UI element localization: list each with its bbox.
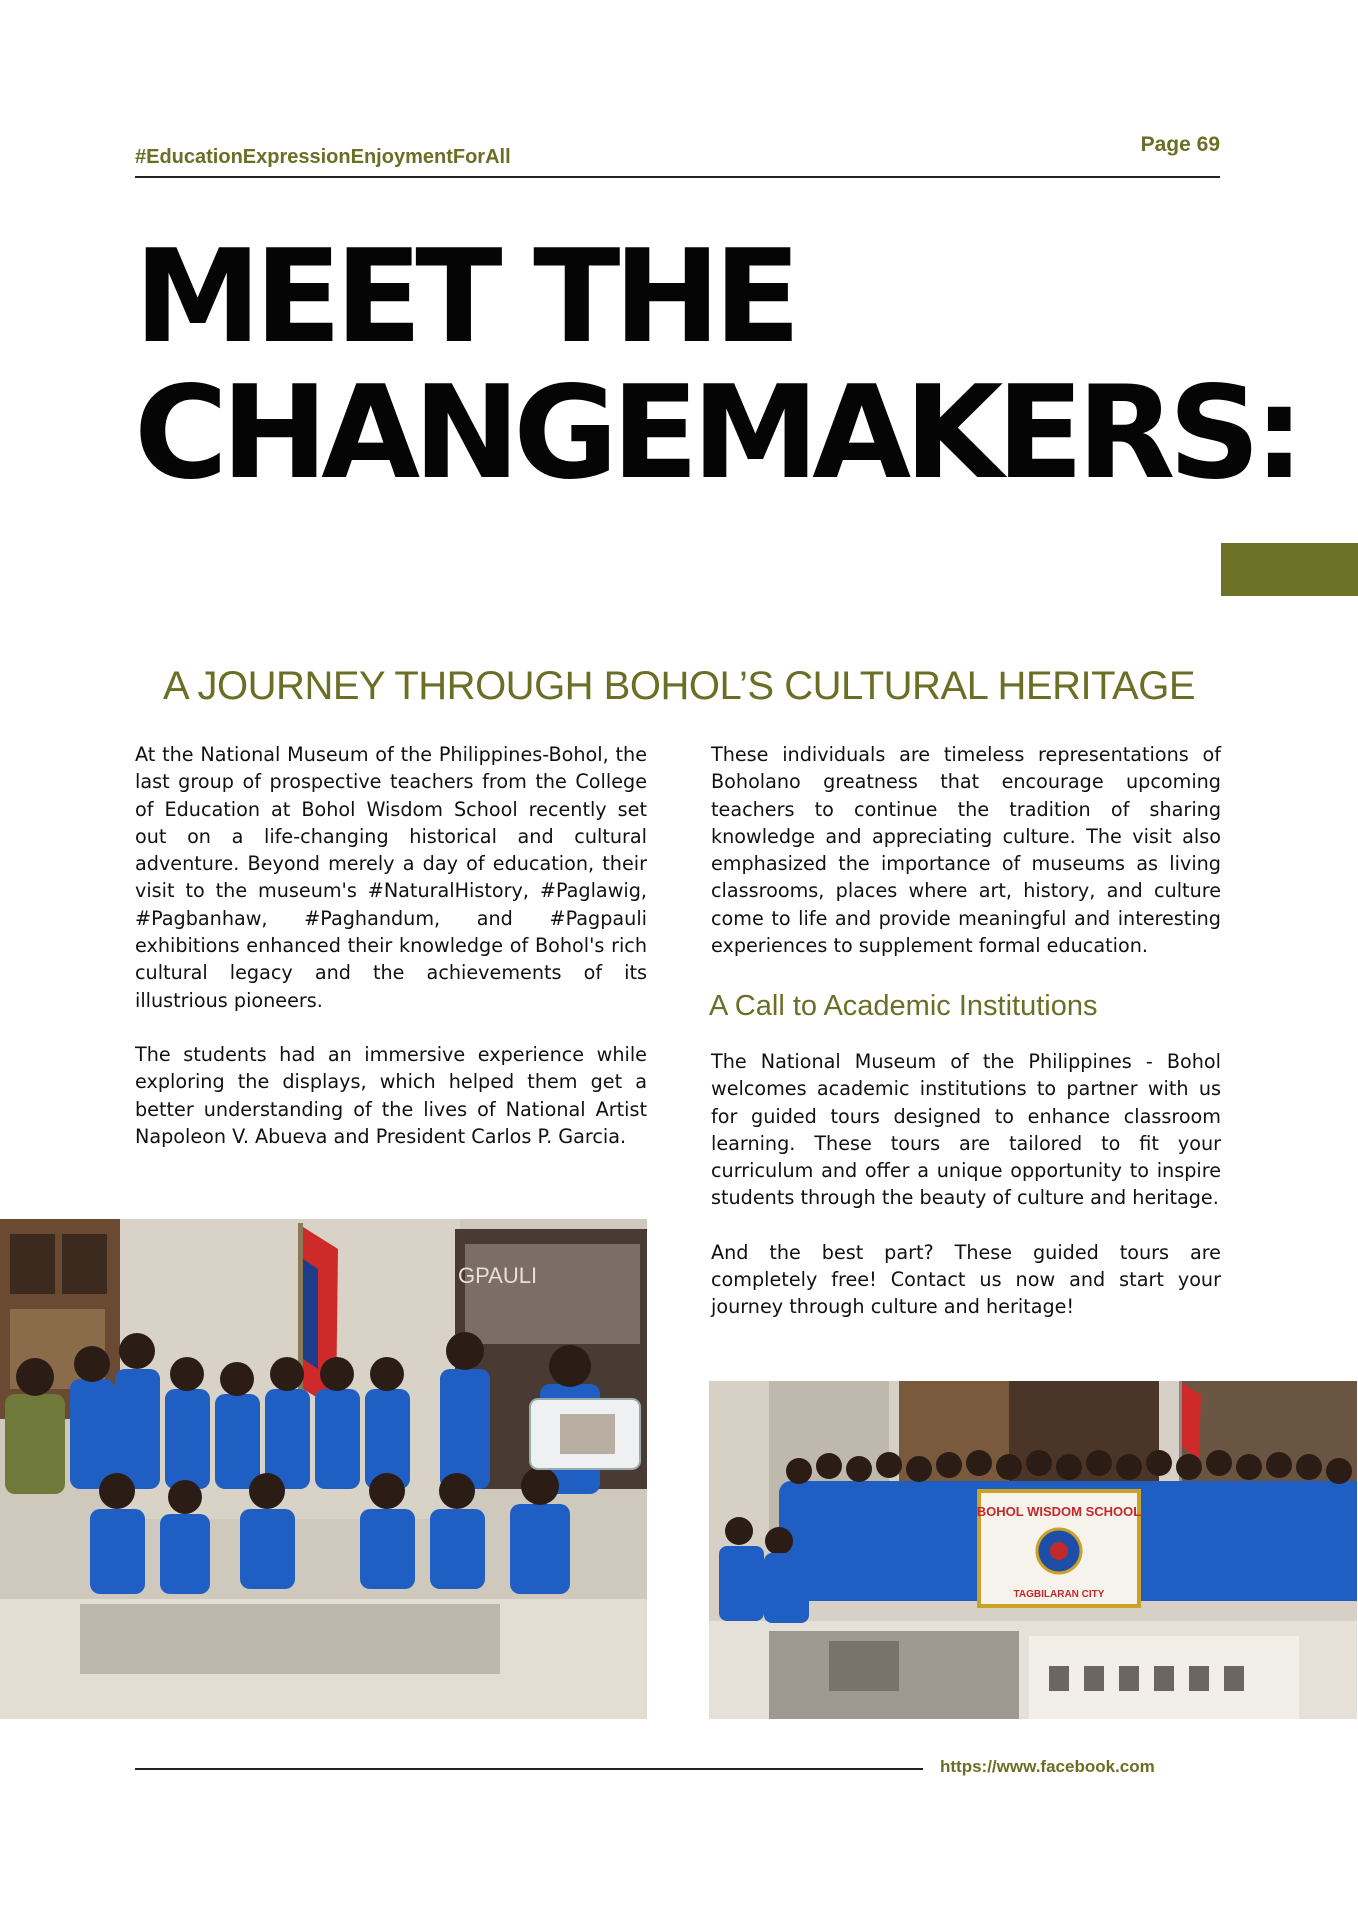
page-title <box>134 223 1298 508</box>
group-photo-left-image <box>0 1219 647 1719</box>
left-paragraph-1: At the National Museum of the Philippines-Bohol, the last group of prospective teachers from the College of Education at Bohol Wisdom School recently set out on a life-changing historical and cultural adventure. Beyond merely a day of education, their visit to the museum's #NaturalHistory, #Paglawig, #Pagbanhaw, #Paghandum, and #Pagpauli exhibitions enhanced their knowledge of Bohol's rich cultural legacy and the achievements of its illustrious pioneers. <box>135 743 647 1012</box>
group-photo-left <box>0 1219 647 1719</box>
museum-sign-text: GPAULI <box>458 1263 538 1288</box>
right-paragraph-3: And the best part? These guided tours are completely free! Contact us now and start your journey through culture and heritage! <box>711 1240 1221 1319</box>
right-column-intro <box>711 741 1221 959</box>
footer-link[interactable]: https://www.facebook.com <box>940 1757 1155 1776</box>
right-paragraph-1: These individuals are timeless representations of Boholano greatness that encourage upcoming teachers to continue the tradition of sharing knowledge and appreciating culture. The visit also emphasized the importance of museums as living classrooms, places where art, history, and culture come to life and provide meaningful and interesting experiences to supplement formal education. <box>711 743 1221 958</box>
right-column-call <box>711 1048 1221 1321</box>
header-hashtag: #EducationExpressionEnjoymentForAll <box>135 146 511 168</box>
title-line-1: MEET THE <box>134 223 794 372</box>
left-paragraph-2: The students had an immersive experience while exploring the displays, which helped them get a better understanding of the lives of National Artist Napoleon V. Abueva and President Carlos P. Garcia. <box>135 1042 647 1148</box>
title-line-2: CHANGEMAKERS: <box>134 359 1298 508</box>
banner-city: TAGBILARAN CITY <box>1013 1589 1105 1600</box>
group-photo-right-image <box>709 1381 1357 1719</box>
left-column <box>135 741 647 1150</box>
header-divider <box>135 176 1220 178</box>
group-photo-right <box>709 1381 1357 1719</box>
footer-divider <box>135 1768 923 1770</box>
right-paragraph-2: The National Museum of the Philippines - Bohol welcomes academic institutions to partner with us for guided tours designed to enhance classroom learning. These tours are tailored to fit your curriculum and offer a unique opportunity to inspire students through the beauty of culture and heritage. <box>711 1050 1221 1210</box>
call-heading: A Call to Academic Institutions <box>709 990 1098 1022</box>
banner-school-name: BOHOL WISDOM SCHOOL <box>976 1504 1142 1519</box>
section-subtitle: A JOURNEY THROUGH BOHOL’S CULTURAL HERITAGE <box>162 664 1196 708</box>
page-number: Page 69 <box>1140 133 1220 156</box>
accent-block <box>1221 543 1358 596</box>
